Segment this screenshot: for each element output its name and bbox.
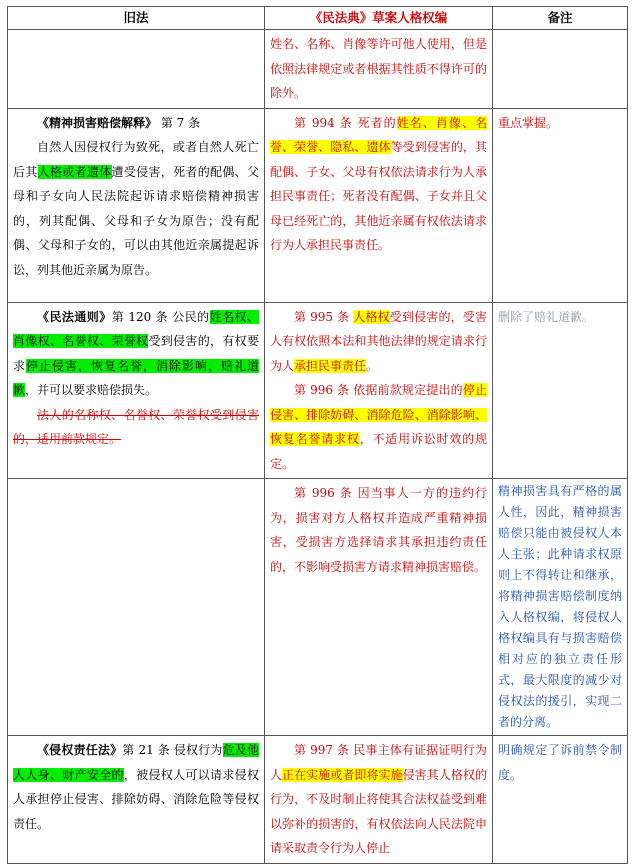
text-run: 等受到侵害的，其配偶、子女、父母有权依法请求行为人承担民事责任；死者没有配偶、子女并且父母已经死亡的，其他近亲属有权依法请求行为人承担民事责任。 <box>270 140 487 252</box>
text-run: 第 996 条 依据前款规定提出的 <box>294 383 463 397</box>
highlight-yellow: 姓名、肖像、名誉、荣誉、隐私、遗体 <box>270 115 487 154</box>
civil-code-cell <box>265 302 493 479</box>
text-run: 自然人因侵权行为致死，或者自然人死亡后其 <box>13 140 259 179</box>
text-run: 受到侵害的，有权要求 <box>13 334 259 373</box>
civil-code-text: 姓名、名称、肖像等许可他人使用，但是依照法律规定或者根据其性质不得许可的除外。 <box>270 37 487 100</box>
remark-text: 精神损害具有严格的属人性，因此，精神损害赔偿只能由被侵权人本人主张；此种请求权原则上不得转让和继承，将精神损害赔偿制度纳入人格权编，将侵权人格权编具有与损害赔偿相对应的独立责任形式，最大限度的减少对侵权法的援引，实现二者的分离。 <box>498 484 622 729</box>
table-row <box>8 30 628 109</box>
highlight-green: 停止侵害，恢复名誉，消除影响，赔礼道歉 <box>13 358 259 397</box>
deleted-text: 法人的名称权、名誉权、荣誉权受到侵害的，适用前款规定。 <box>13 407 259 446</box>
header-remarks: 备注 <box>493 7 628 30</box>
header-old-law: 旧法 <box>8 7 265 30</box>
highlight-green: 姓名权、肖像权、名誉权、荣誉权 <box>13 309 259 348</box>
highlight-yellow: 正在实施或者即将实施 <box>282 767 403 782</box>
law-title: 《精神损害赔偿解释》 <box>37 115 158 130</box>
remark-text: 删除了赔礼道歉。 <box>498 309 595 324</box>
remark-text: 重点掌握。 <box>498 115 559 130</box>
text-run: ，不适用诉讼时效的规定。 <box>270 432 487 471</box>
table-row <box>8 479 628 736</box>
highlight-yellow: 承担民事责任 <box>294 358 367 373</box>
table-row <box>8 108 628 302</box>
remarks-cell <box>493 30 628 109</box>
law-title: 《民法通则》 <box>37 309 112 324</box>
text-run: 遭受侵害，死者的配偶、父母和子女向人民法院起诉请求赔偿精神损害的，列其配偶、父母和子女为原告；没有配偶、父母和子女的，可以由其他近亲属提起诉讼，列其他近亲属为原告。 <box>13 164 259 277</box>
civil-code-cell <box>265 479 493 736</box>
article-number: 第 7 条 <box>160 115 201 130</box>
text-run: ，被侵权人可以请求侵权人承担停止侵害、排除妨碍、消除危险等侵权责任。 <box>13 767 259 831</box>
header-civil-code: 《民法典》草案人格权编 <box>265 7 493 30</box>
header-row <box>8 7 628 30</box>
text-run: 第 21 条 侵权行为 <box>122 743 223 757</box>
civil-code-cell <box>265 736 493 864</box>
text-run: 。 <box>366 358 379 373</box>
table-row <box>8 736 628 864</box>
text-run: 第 994 条 死者的 <box>294 115 397 130</box>
text-run: ，并可以要求赔偿损失。 <box>25 383 158 397</box>
remarks-cell <box>493 479 628 736</box>
old-law-cell <box>8 108 265 302</box>
text-run: 侵害其人格权的行为，不及时制止将使其合法权益受到难以弥补的损害的，有权依法向人民法院申请采取责令行为人停止 <box>270 767 487 855</box>
highlight-green: 危及他人人身、财产安全的 <box>13 743 259 782</box>
remarks-cell <box>493 736 628 864</box>
highlight-yellow: 停止侵害、排除妨碍、消除危险、消除影响、恢复名誉请求权 <box>270 383 487 446</box>
text-run: 第 120 条 公民的 <box>111 309 210 324</box>
old-law-cell <box>8 30 265 109</box>
old-law-cell <box>8 302 265 479</box>
table-row <box>8 302 628 479</box>
old-law-cell <box>8 479 265 736</box>
text-run: 第 997 条 民事主体有证据证明行为人 <box>270 743 487 782</box>
law-title: 《侵权责任法》 <box>37 743 123 757</box>
text-run: 受到侵害的，受害人有权依照本法和其他法律的规定请求行为人 <box>270 309 487 373</box>
remarks-cell <box>493 302 628 479</box>
text-run: 第 995 条 <box>294 309 354 324</box>
comparison-table <box>7 6 628 864</box>
remarks-cell <box>493 108 628 302</box>
highlight-green: 人格或者遗体 <box>37 164 112 179</box>
civil-code-cell <box>265 30 493 109</box>
old-law-cell <box>8 736 265 864</box>
civil-code-text: 第 996 条 因当事人一方的违约行为，损害对方人格权并造成严重精神损害，受损害方选择请求其承担违约责任的，不影响受损害方请求精神损害赔偿。 <box>270 486 487 574</box>
highlight-yellow: 人格权 <box>353 309 390 324</box>
civil-code-cell <box>265 108 493 302</box>
remark-text: 明确规定了诉前禁令制度。 <box>498 743 622 782</box>
